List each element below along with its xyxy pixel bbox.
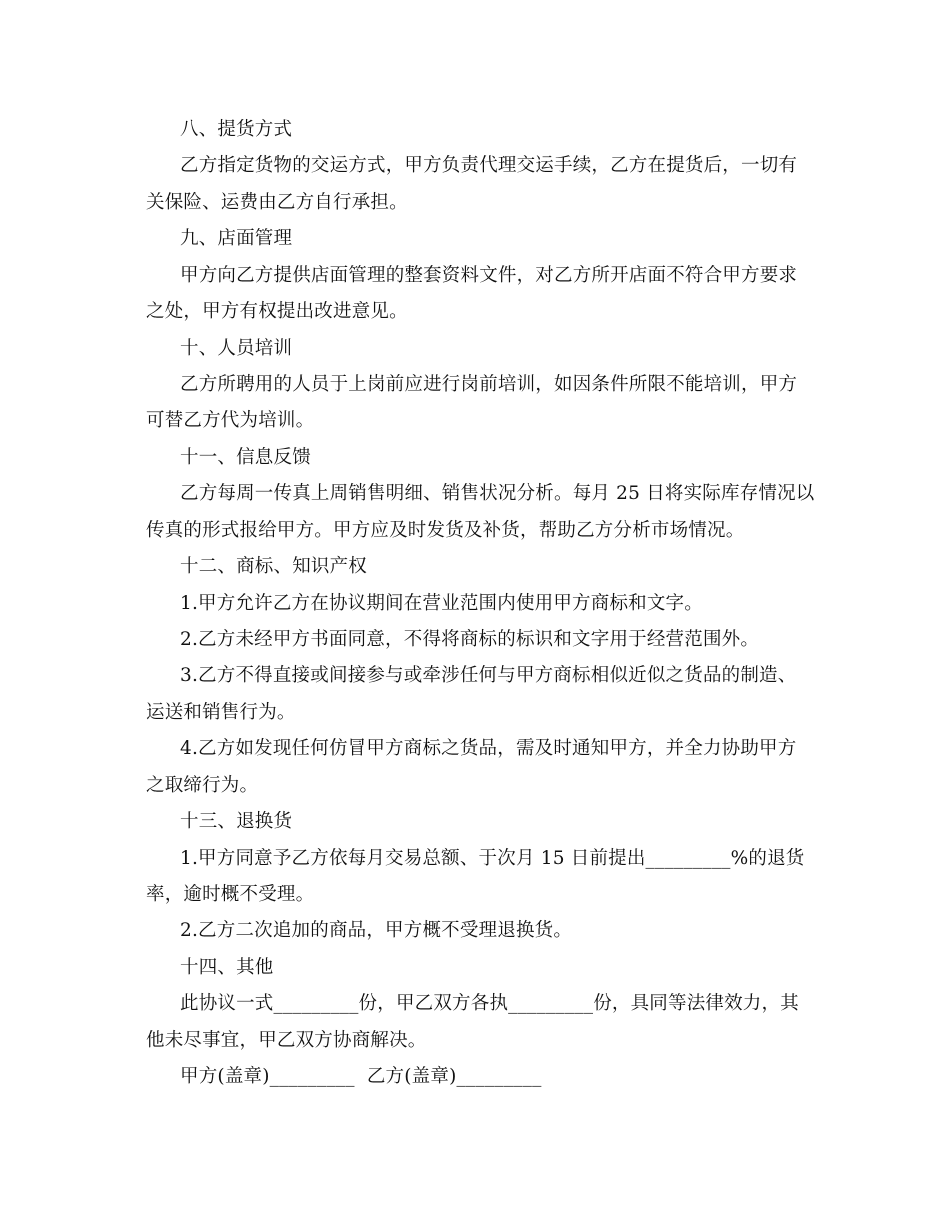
section-12-item-2: 2.乙方未经甲方书面同意，不得将商标的标识和文字用于经营范围外。 bbox=[180, 629, 760, 650]
section-13-item-2: 2.乙方二次追加的商品，甲方概不受理退换货。 bbox=[180, 920, 573, 941]
section-11-heading: 十一、信息反馈 bbox=[180, 447, 311, 468]
section-13-heading: 十三、退换货 bbox=[180, 811, 293, 832]
section-14-heading: 十四、其他 bbox=[180, 957, 274, 978]
section-12-item-3-line-2: 运送和销售行为。 bbox=[146, 702, 296, 723]
section-8-paragraph-line-2: 关保险、运费由乙方自行承担。 bbox=[146, 192, 408, 213]
section-11-paragraph-line-1: 乙方每周一传真上周销售明细、销售状况分析。每月 25 日将实际库存情况以 bbox=[180, 483, 815, 504]
section-12-item-1: 1.甲方允许乙方在协议期间在营业范围内使用甲方商标和文字。 bbox=[180, 593, 703, 614]
section-8-paragraph-line-1: 乙方指定货物的交运方式，甲方负责代理交运手续，乙方在提货后，一切有 bbox=[180, 155, 798, 176]
section-11-paragraph-line-2: 传真的形式报给甲方。甲方应及时发货及补货，帮助乙方分析市场情况。 bbox=[146, 520, 745, 541]
section-9-paragraph-line-2: 之处，甲方有权提出改进意见。 bbox=[146, 301, 408, 322]
section-10-paragraph-line-1: 乙方所聘用的人员于上岗前应进行岗前培训，如因条件所限不能培训，甲方 bbox=[180, 374, 798, 395]
section-12-item-4-line-2: 之取缔行为。 bbox=[146, 775, 259, 796]
signature-line: 甲方(盖章)_________ 乙方(盖章)_________ bbox=[180, 1066, 542, 1087]
section-12-item-4-line-1: 4.乙方如发现任何仿冒甲方商标之货品，需及时通知甲方，并全力协助甲方 bbox=[180, 738, 797, 759]
section-9-heading: 九、店面管理 bbox=[180, 228, 293, 249]
section-13-item-1-line-1: 1.甲方同意予乙方依每月交易总额、于次月 15 日前提出_________%的退货 bbox=[180, 848, 805, 869]
section-10-paragraph-line-2: 可替乙方代为培训。 bbox=[146, 410, 315, 431]
section-9-paragraph-line-1: 甲方向乙方提供店面管理的整套资料文件，对乙方所开店面不符合甲方要求 bbox=[180, 265, 798, 286]
section-10-heading: 十、人员培训 bbox=[180, 338, 293, 359]
section-8-heading: 八、提货方式 bbox=[180, 119, 293, 140]
section-12-heading: 十二、商标、知识产权 bbox=[180, 556, 368, 577]
section-14-paragraph-line-2: 他未尽事宜，甲乙双方协商解决。 bbox=[146, 1030, 427, 1051]
section-14-paragraph-line-1: 此协议一式_________份，甲乙双方各执_________份，具同等法律效力，其 bbox=[180, 993, 799, 1014]
section-12-item-3-line-1: 3.乙方不得直接或间接参与或牵涉任何与甲方商标相似近似之货品的制造、 bbox=[180, 665, 797, 686]
section-13-item-1-line-2: 率，逾时概不受理。 bbox=[146, 884, 315, 905]
